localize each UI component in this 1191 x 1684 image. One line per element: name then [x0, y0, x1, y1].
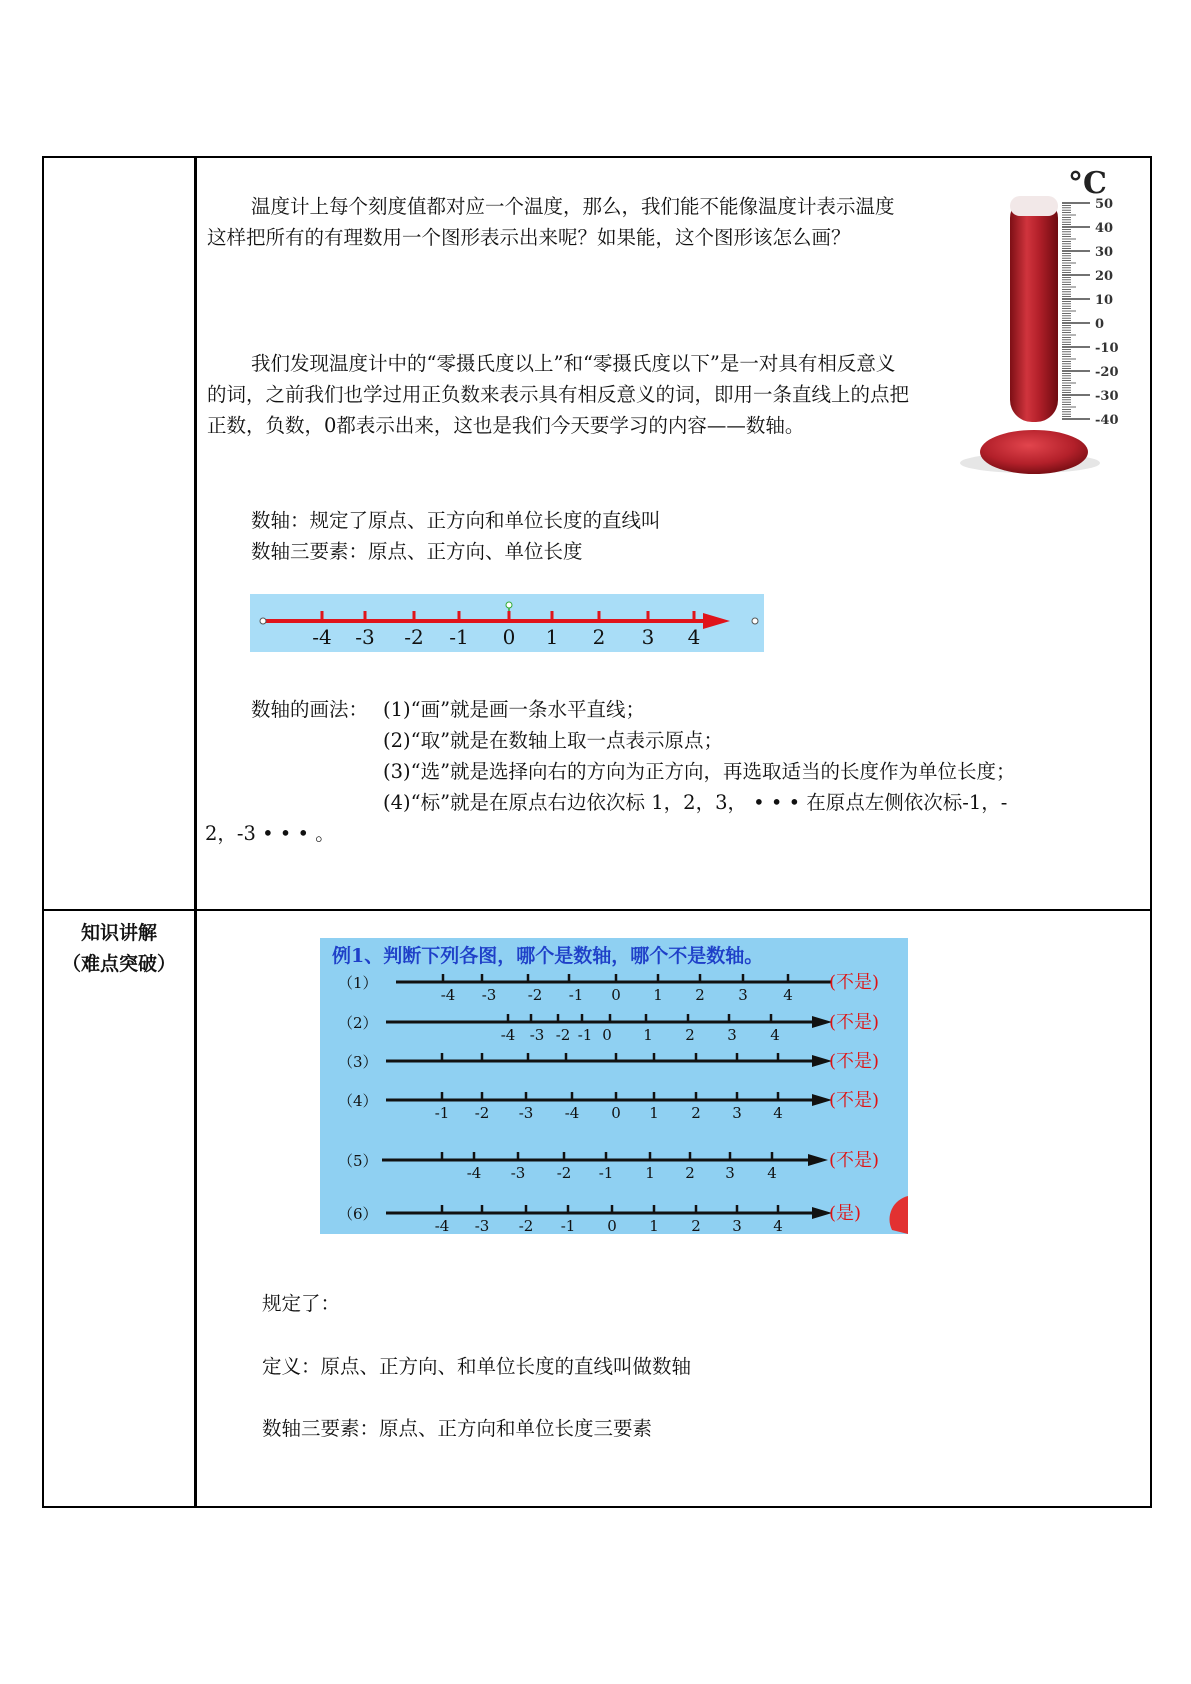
example-axis-label: -1 — [598, 1164, 614, 1182]
example-axis-label: 1 — [649, 1217, 659, 1234]
step-4: (4)“标”就是在原点右边依次标 1，2，3， • • • 在原点左侧依次标-1，- — [383, 791, 1008, 814]
summary-line-1: 规定了： — [262, 1292, 341, 1315]
section-label — [44, 918, 194, 980]
example-axis-label: 4 — [767, 1164, 777, 1182]
thermometer-image — [930, 160, 1150, 480]
thermometer-scale-label: 50 — [1095, 197, 1114, 212]
number-line-label: -2 — [404, 625, 424, 649]
elements-line: 数轴三要素：原点、正方向、单位长度 — [251, 540, 583, 563]
intro-paragraph-2: 我们发现温度计中的“零摄氏度以上”和“零摄氏度以下”是一对具有相反意义的词，之前我们也学过用正负数来表示具有相反意义的词，即用一条直线上的点把正数，负数，0都表示出来，这也是我们今天要学习的内容——数轴。 — [207, 352, 910, 437]
example-axis-label: -4 — [564, 1104, 580, 1122]
thermometer-tube — [1010, 196, 1058, 422]
example-answer: (是) — [829, 1203, 862, 1224]
example-item-number: （1） — [338, 974, 378, 992]
number-line-label: -3 — [355, 625, 375, 649]
example-axis-label: 3 — [725, 1164, 735, 1182]
definition-line: 数轴：规定了原点、正方向和单位长度的直线叫 — [251, 509, 661, 532]
example-axis-label: 0 — [607, 1217, 617, 1234]
example-axis-label: -2 — [474, 1104, 490, 1122]
thermometer-scale-label: 40 — [1095, 221, 1114, 236]
example-axis-label: -2 — [527, 986, 543, 1004]
example-axis-label: -4 — [500, 1026, 516, 1044]
example-axis-label: 3 — [727, 1026, 737, 1044]
example-axis-label: 2 — [685, 1164, 695, 1182]
example-axis-label: 4 — [770, 1026, 780, 1044]
example-axis-label: 0 — [611, 1104, 621, 1122]
thermometer-ticks — [1062, 203, 1090, 419]
number-line-label: -1 — [449, 625, 469, 649]
example-axis-label: 3 — [738, 986, 748, 1004]
example-axis-label: 3 — [732, 1104, 742, 1122]
summary-line-2: 定义：原点、正方向、和单位长度的直线叫做数轴 — [262, 1355, 692, 1378]
step-1: (1)“画”就是画一条水平直线； — [383, 698, 646, 721]
example-axis-label: -2 — [556, 1164, 572, 1182]
celsius-unit: °C — [1068, 166, 1107, 201]
example-axis-label: 1 — [645, 1164, 655, 1182]
example-axis-label: -3 — [518, 1104, 534, 1122]
example-axis-label: 4 — [783, 986, 793, 1004]
example-axis-label: -2 — [555, 1026, 571, 1044]
thermometer-scale-label: -40 — [1095, 413, 1119, 428]
example-axis-label: -2 — [518, 1217, 534, 1234]
steps-intro: 数轴的画法： — [251, 698, 369, 721]
example-axis-label: 2 — [691, 1104, 701, 1122]
example-item-number: （5） — [338, 1152, 378, 1170]
example-axis-label: 1 — [643, 1026, 653, 1044]
example-axis-label: 1 — [649, 1104, 659, 1122]
step-4-continued: 2，-3 • • • 。 — [205, 822, 335, 845]
example-axis-label: 4 — [773, 1217, 783, 1234]
section-label-line1: 知识讲解 — [80, 922, 157, 944]
example-axis-label: -4 — [440, 986, 456, 1004]
example-item-number: （2） — [338, 1014, 378, 1032]
example-axis-label: 2 — [695, 986, 705, 1004]
example-axis-label: 4 — [773, 1104, 783, 1122]
section-label-line2: （难点突破） — [61, 953, 176, 975]
column-divider — [194, 158, 197, 1506]
example-item-number: （6） — [338, 1205, 378, 1223]
summary-line-3: 数轴三要素：原点、正方向和单位长度三要素 — [262, 1417, 653, 1440]
number-line-label: 0 — [502, 625, 516, 649]
example-axis-label: -3 — [474, 1217, 490, 1234]
thermometer-scale-label: -20 — [1095, 365, 1119, 380]
intro-paragraph-1: 温度计上每个刻度值都对应一个温度，那么，我们能不能像温度计表示温度这样把所有的有理数用一个图形表示出来呢？如果能，这个图形该怎么画？ — [207, 195, 895, 249]
example-axis-label: -4 — [434, 1217, 450, 1234]
example-axis-label: 2 — [691, 1217, 701, 1234]
example-figure — [320, 938, 908, 1234]
thermometer-scale-label: 0 — [1095, 317, 1105, 332]
example-axis-label: -1 — [568, 986, 584, 1004]
example-axis-label: 0 — [602, 1026, 612, 1044]
number-line-figure — [250, 594, 764, 652]
example-item-number: （3） — [338, 1053, 378, 1071]
thermometer-scale-label: -30 — [1095, 389, 1119, 404]
step-2: (2)“取”就是在数轴上取一点表示原点； — [383, 729, 724, 752]
number-line-label: -4 — [312, 625, 332, 649]
example-answer: (不是) — [829, 1051, 880, 1072]
example-axis-label: 2 — [685, 1026, 695, 1044]
thermometer-scale-label: -10 — [1095, 341, 1119, 356]
number-line-label: 1 — [545, 625, 559, 649]
example-axis-label: 0 — [611, 986, 621, 1004]
step-3: (3)“选”就是选择向右的方向为正方向，再选取适当的长度作为单位长度； — [383, 760, 1016, 783]
thermometer-scale-label: 30 — [1095, 245, 1114, 260]
example-answer: (不是) — [829, 1012, 880, 1033]
example-axis-label: -3 — [510, 1164, 526, 1182]
example-answer: (不是) — [829, 1150, 880, 1171]
thermometer-bulb — [980, 430, 1088, 474]
row-divider — [44, 909, 1150, 911]
example-axis-label: -1 — [577, 1026, 593, 1044]
example-axis-label: -3 — [481, 986, 497, 1004]
example-axis-label: 3 — [732, 1217, 742, 1234]
example-item-number: （4） — [338, 1092, 378, 1110]
example-axis-label: 1 — [653, 986, 663, 1004]
number-line-label: 3 — [641, 625, 655, 649]
example-answer: (不是) — [829, 972, 880, 993]
thermometer-scale-label: 20 — [1095, 269, 1114, 284]
example-axis-label: -3 — [529, 1026, 545, 1044]
thermometer-scale-label: 10 — [1095, 293, 1114, 308]
example-axis-label: -1 — [560, 1217, 576, 1234]
example-title: 例1、判断下列各图，哪个是数轴，哪个不是数轴。 — [332, 945, 764, 967]
number-line-label: 4 — [687, 625, 701, 649]
example-axis-label: -4 — [466, 1164, 482, 1182]
example-answer: (不是) — [829, 1090, 880, 1111]
example-axis-label: -1 — [434, 1104, 450, 1122]
number-line-label: 2 — [592, 625, 606, 649]
